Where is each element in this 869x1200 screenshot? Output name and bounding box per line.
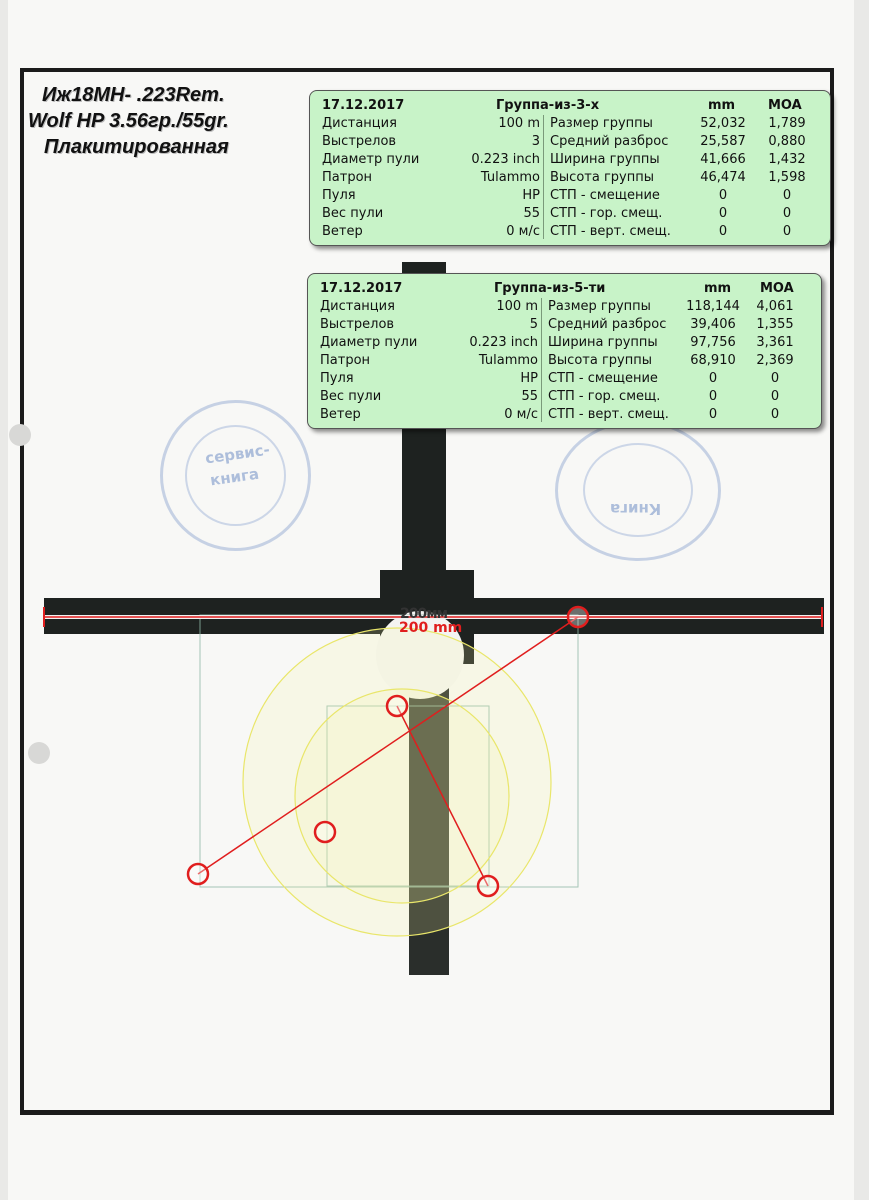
group3-spread-circle (295, 689, 509, 903)
panel5-row-label: Патрон (320, 353, 371, 368)
group3-date: 17.12.2017 (322, 98, 405, 113)
group3-divider (543, 115, 544, 239)
group5-divider (541, 298, 542, 422)
stamp-left-text-2: книга (208, 464, 261, 490)
panel5-row-stat: СТП - гор. смещ. (548, 389, 661, 404)
stamp-left-text-1: сервис- (204, 440, 271, 468)
panel3-row-stat: Размер группы (550, 116, 653, 131)
shot-hole-4 (188, 864, 208, 884)
stamp-right-text: Книга (610, 500, 662, 518)
panel5-row-value: 55 (521, 389, 538, 404)
panel3-row-mm: 0 (718, 206, 728, 221)
panel5-row-value: Tulammo (478, 353, 538, 368)
panel3-row-mm: 46,474 (700, 170, 746, 185)
panel5-row-value: 0.223 inch (469, 335, 538, 350)
panel5-row-stat: Средний разброс (548, 317, 667, 332)
group3-col-moa: MOA (768, 98, 802, 113)
title-line-1: Иж18МН- .223Rem. (42, 84, 225, 106)
panel5-row-label: Дистанция (320, 299, 395, 314)
panel5-row-value: 5 (529, 317, 538, 332)
panel5-row-stat: Ширина группы (548, 335, 658, 350)
panel3-row-stat: Ширина группы (550, 152, 660, 167)
group3-col-mm: mm (708, 98, 736, 113)
panel5-row-stat: Высота группы (548, 353, 652, 368)
panel3-row-mm: 41,666 (700, 152, 746, 167)
panel3-row-value: HP (522, 188, 540, 203)
panel3-row-moa: 0 (782, 224, 792, 239)
panel5-row-mm: 68,910 (690, 353, 736, 368)
panel3-row-moa: 0 (782, 206, 792, 221)
panel3-row-moa: 1,598 (768, 170, 806, 185)
panel3-row-mm: 52,032 (700, 116, 746, 131)
panel3-row-stat: СТП - смещение (550, 188, 660, 203)
panel3-row-stat: СТП - гор. смещ. (550, 206, 663, 221)
panel3-row-stat: Средний разброс (550, 134, 669, 149)
panel3-row-label: Патрон (322, 170, 373, 185)
panel3-row-label: Ветер (322, 224, 363, 239)
panel3-row-label: Вес пули (322, 206, 384, 221)
group5-stats-panel (307, 273, 822, 429)
panel5-row-moa: 0 (770, 371, 780, 386)
panel3-row-value: 0.223 inch (471, 152, 540, 167)
panel5-row-label: Выстрелов (320, 317, 395, 332)
panel5-row-moa: 0 (770, 389, 780, 404)
printed-scale-label: 200мм (400, 606, 448, 622)
group5-date: 17.12.2017 (320, 281, 403, 296)
panel5-row-value: HP (520, 371, 538, 386)
panel5-row-mm: 39,406 (690, 317, 736, 332)
panel5-row-moa: 3,361 (756, 335, 794, 350)
group5-col-moa: MOA (760, 281, 794, 296)
shot-hole-5 (478, 876, 498, 896)
panel5-row-mm: 97,756 (690, 335, 736, 350)
panel5-row-moa: 0 (770, 407, 780, 422)
panel3-row-value: 3 (531, 134, 540, 149)
panel5-row-mm: 0 (708, 407, 718, 422)
panel5-row-value: 100 m (496, 299, 538, 314)
panel5-row-stat: Размер группы (548, 299, 651, 314)
group3-title: Группа-из-3-х (496, 98, 600, 113)
group3-stats-panel (309, 90, 831, 246)
group5-title: Группа-из-5-ти (494, 281, 606, 296)
panel5-row-moa: 2,369 (756, 353, 794, 368)
panel3-row-label: Дистанция (322, 116, 397, 131)
panel3-row-mm: 25,587 (700, 134, 746, 149)
shot-hole-2 (387, 696, 407, 716)
panel5-row-label: Ветер (320, 407, 361, 422)
panel5-row-mm: 118,144 (686, 299, 740, 314)
panel5-row-label: Пуля (320, 371, 354, 386)
panel3-row-moa: 0 (782, 188, 792, 203)
panel3-row-label: Пуля (322, 188, 356, 203)
panel5-row-mm: 0 (708, 389, 718, 404)
panel3-row-value: Tulammo (480, 170, 540, 185)
panel5-row-stat: СТП - смещение (548, 371, 658, 386)
panel3-row-moa: 1,432 (768, 152, 806, 167)
group5-col-mm: mm (704, 281, 732, 296)
panel5-row-mm: 0 (708, 371, 718, 386)
panel3-row-mm: 0 (718, 188, 728, 203)
panel3-row-stat: СТП - верт. смещ. (550, 224, 671, 239)
shot-hole-3 (315, 822, 335, 842)
panel3-row-label: Диаметр пули (322, 152, 420, 167)
panel3-row-value: 0 м/с (506, 224, 540, 239)
panel5-row-label: Вес пули (320, 389, 382, 404)
panel3-row-moa: 1,789 (768, 116, 806, 131)
panel3-row-mm: 0 (718, 224, 728, 239)
panel3-row-value: 100 m (498, 116, 540, 131)
panel5-row-stat: СТП - верт. смещ. (548, 407, 669, 422)
panel5-row-value: 0 м/с (504, 407, 538, 422)
title-line-3: Плакитированная (44, 136, 229, 158)
panel3-row-value: 55 (523, 206, 540, 221)
title-line-2: Wolf HP 3.56гр./55gr. (28, 110, 229, 132)
scale-label: 200 mm (399, 620, 463, 636)
panel3-row-stat: Высота группы (550, 170, 654, 185)
panel5-row-moa: 1,355 (756, 317, 794, 332)
panel3-row-label: Выстрелов (322, 134, 397, 149)
panel5-row-moa: 4,061 (756, 299, 794, 314)
panel5-row-label: Диаметр пули (320, 335, 418, 350)
panel3-row-moa: 0,880 (768, 134, 806, 149)
shot-hole-1 (568, 607, 588, 627)
